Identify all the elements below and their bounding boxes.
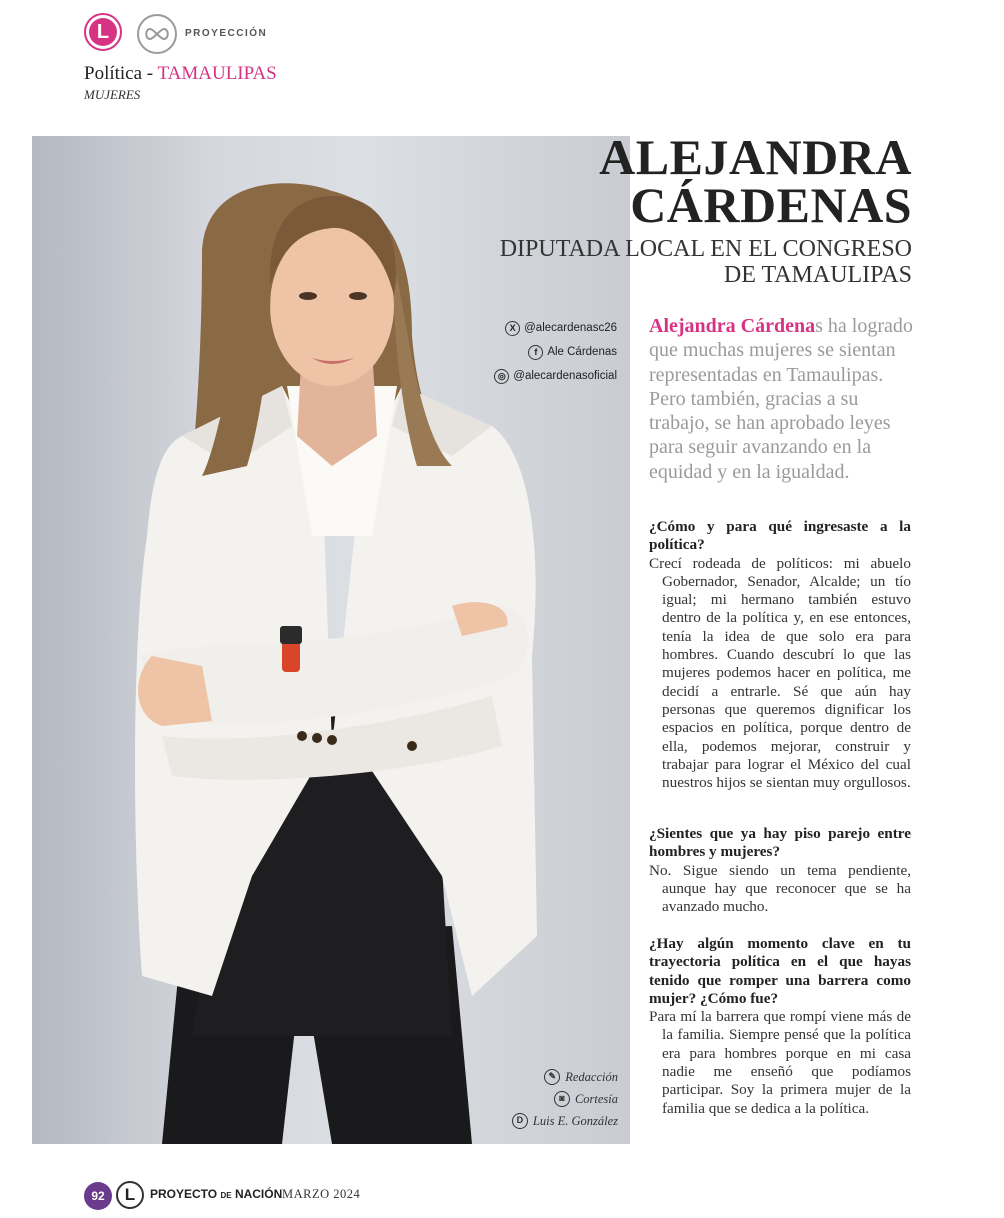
instagram-icon: ◎	[494, 369, 509, 384]
magazine-name-de: DE	[220, 1191, 232, 1200]
credit-row	[512, 1088, 618, 1110]
x-icon: X	[505, 321, 520, 336]
facebook-icon: f	[528, 345, 543, 360]
logo-letter: L	[89, 18, 117, 46]
section-title	[84, 63, 277, 85]
role-subtitle	[500, 236, 912, 288]
social-handle: Ale Cárdenas	[547, 346, 617, 358]
credit-row	[512, 1066, 618, 1088]
question: ¿Sientes que ya hay piso parejo entre hombres y mujeres?	[649, 825, 911, 861]
camera-icon: ◙	[554, 1091, 570, 1107]
subsection-label: MUJERES	[84, 87, 141, 102]
answer: Crecí rodeada de políticos: mi abuelo Gobernador, Senador, Alcalde; un tío igual; mi hermano también estuvo dentro de la política y, en ese entonces, tenía la idea de que solo era para hombres. Cuando descubrí lo que las mujeres podemos hacer en política, me decidí a entrarle. Sé que aún hay personas que queremos dignificar los espacios en política, porque dentro de ella, podemos mejorar, construir y trabajar para lograr el México del cual nuestros hijos se sientan muy orgullosos.	[649, 554, 911, 792]
qa-block-1	[649, 518, 911, 792]
intro-text: s ha logrado que muchas mujeres se sientan representadas en Tamaulipas. Pero también, gracias a su trabajo, se han aprobado leyes para seguir avanzando en la equidad y en la igualdad.	[649, 315, 913, 483]
social-handles	[494, 316, 617, 388]
magazine-name	[150, 1187, 282, 1201]
magazine-name-a: PROYECTO	[150, 1187, 218, 1201]
credit-label: Redacción	[565, 1069, 618, 1084]
question: ¿Cómo y para qué ingresaste a la política?	[649, 518, 911, 554]
question: ¿Hay algún momento clave en tu trayectoria política en el que hayas tenido que romper una barrera como mujer? ¿Cómo fue?	[649, 935, 911, 1007]
answer: No. Sigue siendo un tema pendiente, aunque hay que reconocer que se ha avanzado mucho.	[649, 861, 911, 916]
credit-label: Luis E. González	[532, 1113, 618, 1128]
qa-block-3	[649, 935, 911, 1118]
name-line-2: CÁRDENAS	[630, 177, 912, 233]
photo-credits	[512, 1066, 618, 1132]
footer-logo: L	[116, 1181, 144, 1209]
design-icon: D	[512, 1113, 528, 1129]
section-prefix: Política -	[84, 63, 158, 84]
section-region: TAMAULIPAS	[157, 63, 277, 84]
intro-paragraph	[649, 314, 913, 484]
pen-icon: ✎	[544, 1069, 560, 1085]
magazine-logo	[84, 13, 122, 51]
social-handle: @alecardenasoficial	[513, 370, 617, 382]
magazine-name-b: NACIÓN	[234, 1187, 283, 1201]
social-handle: @alecardenasc26	[524, 322, 617, 334]
social-x[interactable]	[494, 316, 617, 340]
role-line-2: DE TAMAULIPAS	[723, 262, 912, 288]
credit-row	[512, 1110, 618, 1132]
page-number: 92	[84, 1182, 112, 1210]
brand-label: PROYECCIÓN	[185, 28, 268, 39]
answer: Para mí la barrera que rompí viene más de la familia. Siempre pensé que la política era para hombres porque en mi casa nadie me enseñó que podíamos participar. Soy la primera mujer de la familia que se dedica a la política.	[649, 1008, 911, 1117]
qa-block-2	[649, 825, 911, 916]
name-line-1: ALEJANDRA	[599, 129, 912, 185]
infinity-icon	[137, 14, 177, 54]
social-instagram[interactable]	[494, 364, 617, 388]
issue-date: MARZO 2024	[282, 1187, 361, 1201]
role-line-1: DIPUTADA LOCAL EN EL CONGRESO	[499, 236, 912, 262]
credit-label: Cortesía	[574, 1091, 618, 1106]
intro-highlight: Alejandra Cárdena	[649, 315, 816, 337]
social-facebook[interactable]	[494, 340, 617, 364]
